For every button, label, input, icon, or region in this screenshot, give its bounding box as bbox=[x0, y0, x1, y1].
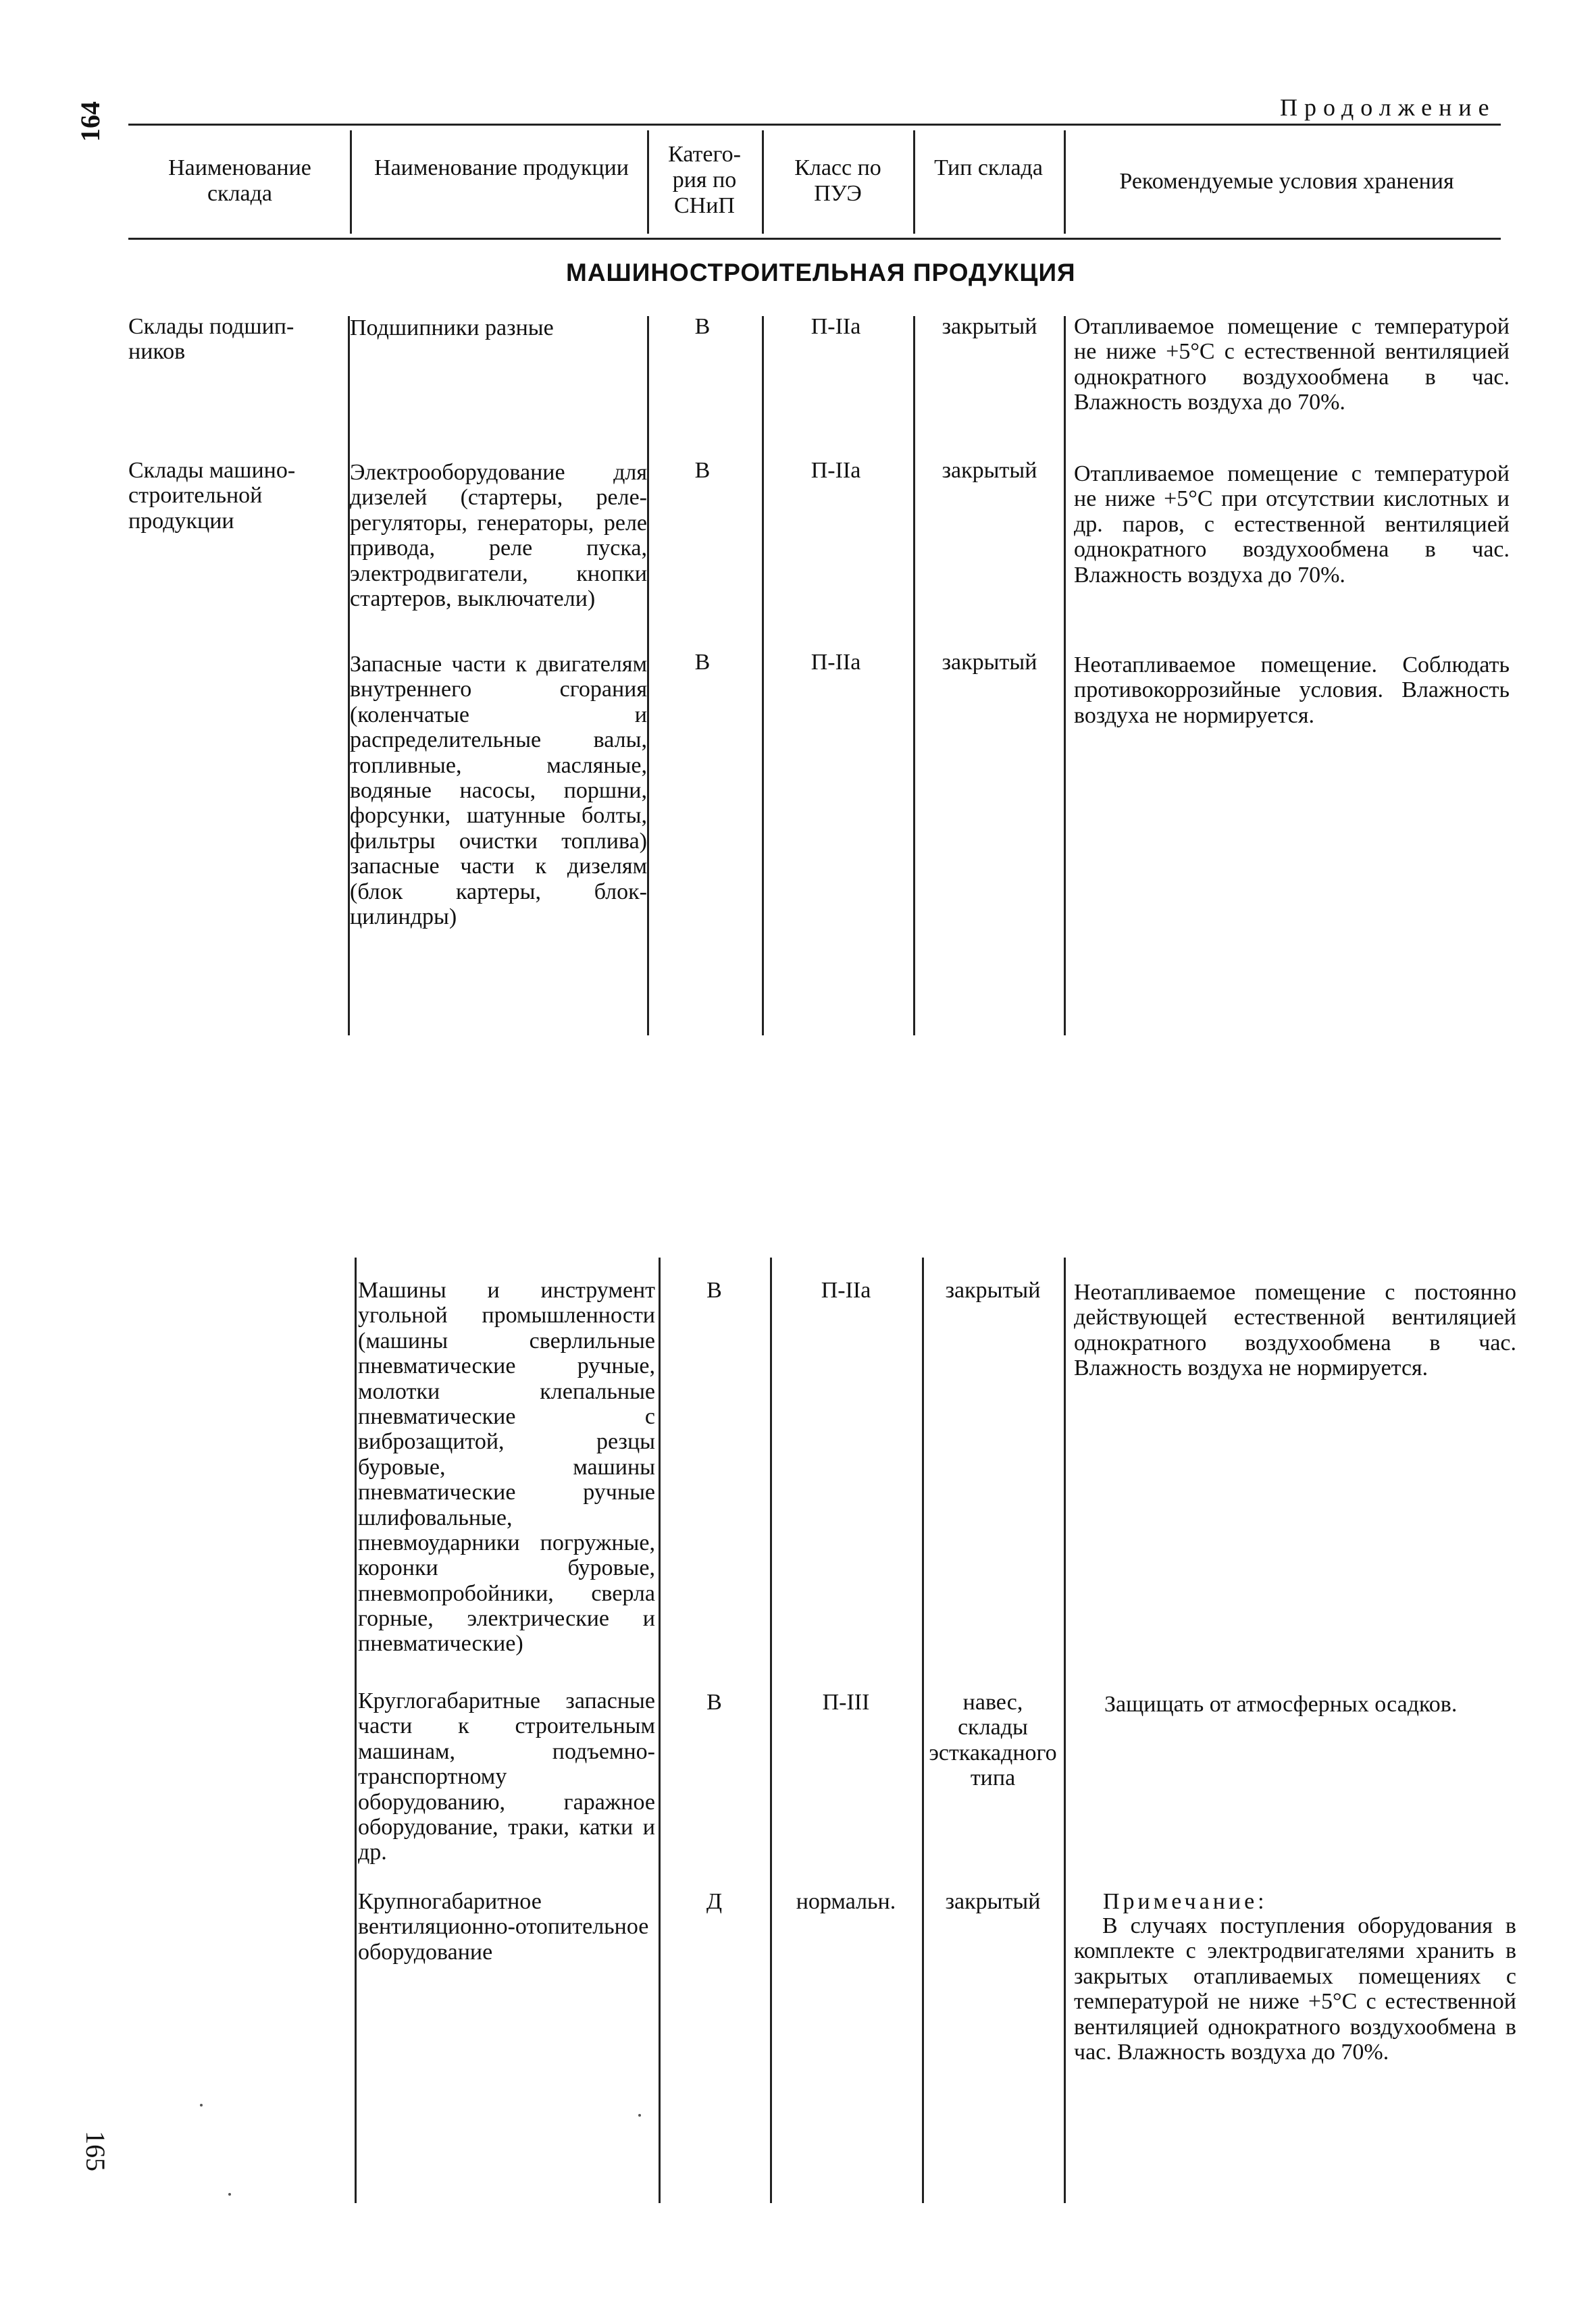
header-warehouse-name: Наименование склада bbox=[168, 155, 311, 207]
header-conditions: Рекомендуемые условия хранения bbox=[1119, 169, 1454, 194]
category-cell: В bbox=[706, 1690, 722, 1715]
category-cell: В bbox=[694, 650, 711, 675]
type-cell: закрытый bbox=[945, 1278, 1041, 1303]
page-number-top: 164 bbox=[75, 101, 105, 142]
product-cell: Запасные части к двигателям внутреннего сгорания (коленчатые и распределительные валы, топливные, масляные, водяные насосы, поршни, форсунки, шатунные болты, фильтры очистки топлива) запасные части к дизелям (блок картеры, блок-цилиндры) bbox=[350, 652, 647, 929]
column-line bbox=[770, 1258, 772, 2203]
header-separator bbox=[762, 130, 764, 234]
conditions-cell: Неотапливаемое помещение с постоянно действующей естественной вентиляцией однократного воздухообмена в час. Влажность воздуха не нормируется. bbox=[1074, 1280, 1516, 1381]
column-line bbox=[922, 1258, 924, 2203]
column-line bbox=[1064, 1258, 1066, 2203]
scan-speck bbox=[638, 2114, 641, 2117]
category-cell: В bbox=[694, 314, 711, 339]
category-cell: Д bbox=[706, 1889, 723, 1914]
continuation-label: Продолжение bbox=[1280, 94, 1496, 121]
header-separator bbox=[913, 130, 915, 234]
type-cell: закрытый bbox=[942, 458, 1037, 483]
class-cell: П-IIа bbox=[810, 650, 861, 675]
type-cell: навес, склады эсткакадного типа bbox=[929, 1690, 1057, 1791]
conditions-cell: В случаях поступления оборудования в комплекте с электродвигателями хранить в закрытых отапливаемых помещениях с температурой не ниже +5°С с естественной вентиляцией однократного воздухообмена в час. Влажность воздуха до 70%. bbox=[1074, 1913, 1516, 2065]
header-separator bbox=[1064, 130, 1066, 234]
product-cell: Подшипники разные bbox=[350, 315, 554, 340]
column-line bbox=[355, 1258, 357, 2203]
type-cell: закрытый bbox=[945, 1889, 1041, 1914]
class-cell: нормальн. bbox=[796, 1889, 896, 1914]
header-top-rule bbox=[128, 124, 1501, 126]
warehouse-name-cell: Склады подшип-ников bbox=[128, 314, 294, 365]
class-cell: П-III bbox=[822, 1690, 870, 1715]
product-cell: Круглогабаритные запасные части к строительным машинам, подъемно-транспортному оборудованию, гаражное оборудование, траки, катки и др. bbox=[358, 1688, 655, 1865]
conditions-cell: Отапливаемое помещение с температурой не ниже +5°С с естественной вентиляцией однократного воздухообмена в час. Влажность воздуха до 70%. bbox=[1074, 314, 1510, 415]
class-cell: П-IIа bbox=[810, 314, 861, 339]
category-cell: В bbox=[694, 458, 711, 483]
header-type: Тип склада bbox=[934, 155, 1043, 180]
section-title: МАШИНОСТРОИТЕЛЬНАЯ ПРОДУКЦИЯ bbox=[566, 259, 1076, 286]
class-cell: П-IIа bbox=[810, 458, 861, 483]
conditions-cell: Неотапливаемое помещение. Соблюдать противокоррозийные условия. Влажность воздуха не нормируется. bbox=[1074, 652, 1510, 728]
type-cell: закрытый bbox=[942, 314, 1037, 339]
category-cell: В bbox=[706, 1278, 722, 1303]
conditions-cell: Отапливаемое помещение с температурой не ниже +5°С при отсутствии кислотных и др. паров, с естественной вентиляцией однократного воздухообмена в час. Влажность воздуха до 70%. bbox=[1074, 461, 1510, 588]
column-line bbox=[659, 1258, 661, 2203]
conditions-cell: Защищать от атмосферных осадков. bbox=[1104, 1692, 1458, 1717]
column-line bbox=[1064, 316, 1066, 1035]
header-product-name: Наименование продукции bbox=[374, 155, 629, 180]
column-line bbox=[913, 316, 915, 1035]
header-separator bbox=[350, 130, 352, 234]
column-line bbox=[647, 316, 649, 1035]
header-separator bbox=[647, 130, 649, 234]
scan-speck bbox=[228, 2193, 231, 2196]
warehouse-name-cell: Склады машино-строительной продукции bbox=[128, 458, 296, 534]
class-cell: П-IIа bbox=[821, 1278, 871, 1303]
product-cell: Машины и инструмент угольной промышленности (машины сверлильные пневматические ручные, молотки клепальные пневматические с виброзащитой, резцы буровые, машины пневматические ручные шлифовальные, пневмоударники погружные, коронки буровые, пневмопробойники, сверла горные, электрические и пневматические) bbox=[358, 1278, 655, 1657]
product-cell: Крупногабаритное вентиляционно-отопительное оборудование bbox=[358, 1889, 649, 1965]
header-bottom-rule bbox=[128, 238, 1501, 240]
page-number-bottom: 165 bbox=[80, 2131, 111, 2171]
column-line bbox=[762, 316, 764, 1035]
header-class: Класс по ПУЭ bbox=[794, 155, 881, 207]
header-category: Катего-рия по СНиП bbox=[668, 142, 741, 219]
product-cell: Электрооборудование для дизелей (стартеры, реле-регуляторы, генераторы, реле привода, реле пуска, электродвигатели, кнопки стартеров, выключатели) bbox=[350, 460, 647, 611]
scan-speck bbox=[200, 2104, 203, 2107]
note-label: Примечание: bbox=[1103, 1889, 1268, 1914]
type-cell: закрытый bbox=[942, 650, 1037, 675]
